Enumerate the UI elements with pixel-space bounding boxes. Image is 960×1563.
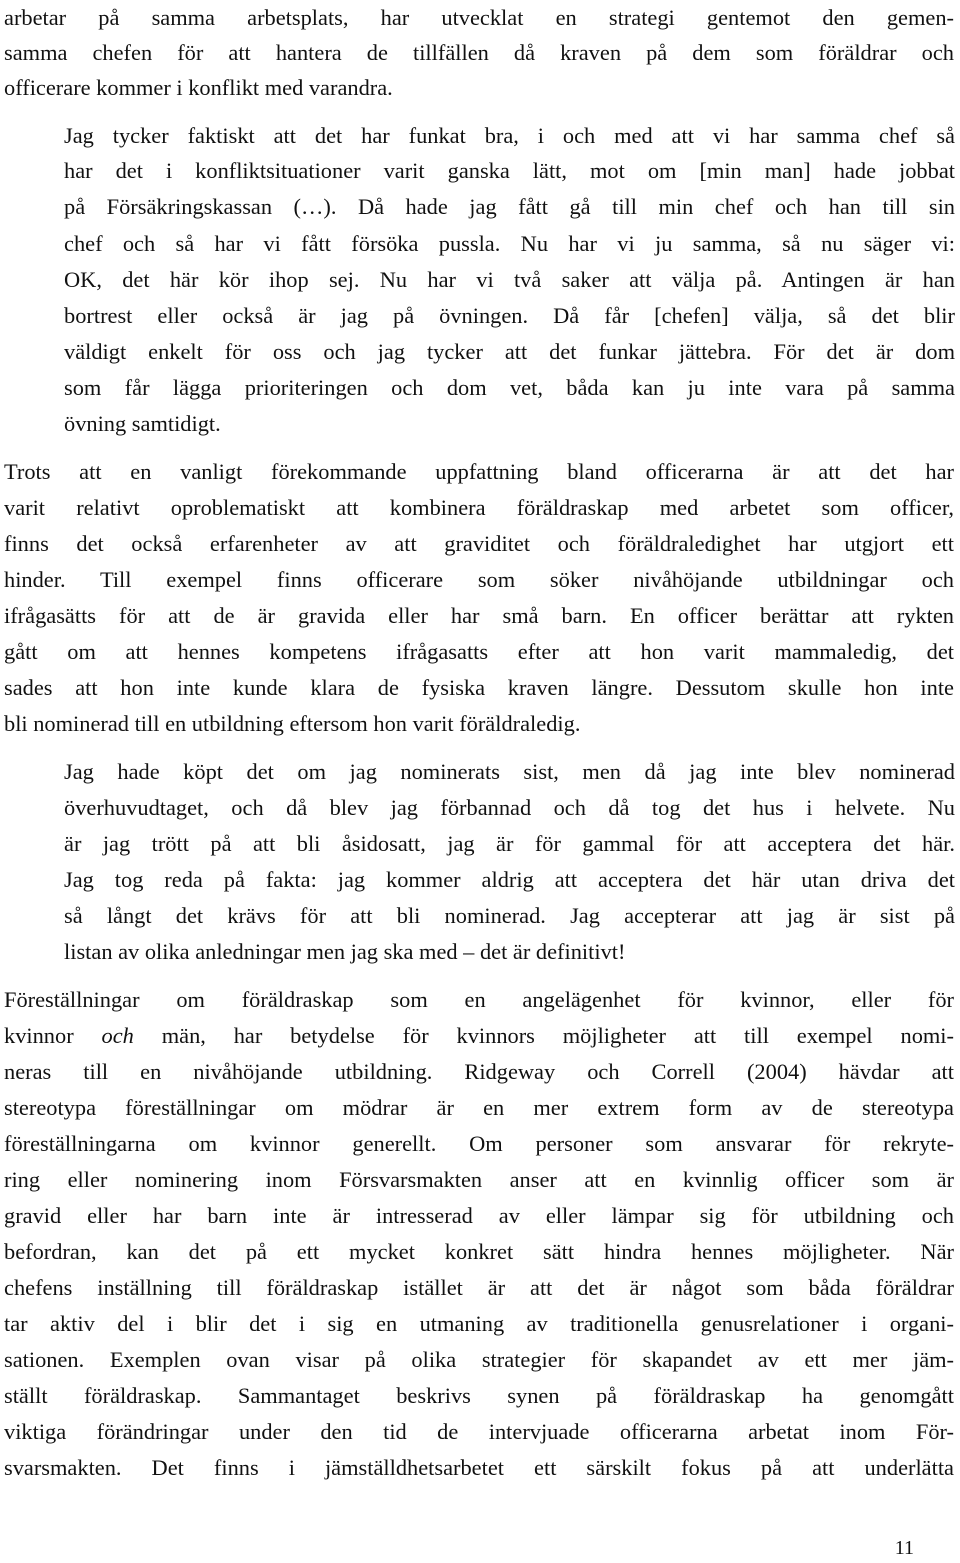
- body-text-line: ställt föräldraskap. Sammantaget beskrivs synen på föräldraskap ha genomgått: [4, 1383, 954, 1408]
- quote-text-line: så långt det krävs för att bli nominerad. Jag accepterar att jag är sist på: [64, 903, 955, 928]
- body-text-line: finns det också erfarenheter av att graviditet och föräldraledighet har utgjort ett: [4, 531, 954, 556]
- quote-text-line: som får lägga prioriteringen och dom vet, båda kan ju inte vara på samma: [64, 375, 955, 400]
- body-text-line: ifrågasätts för att de är gravida eller har små barn. En officer berättar att rykten: [4, 603, 954, 628]
- body-text-fragment: män, har betydelse för kvinnors möjligheter att till exempel nomi-: [133, 1023, 954, 1048]
- page-number: 11: [894, 1537, 914, 1559]
- quote-text-line: OK, det här kör ihop sej. Nu har vi två saker att välja på. Antingen är han: [64, 267, 955, 292]
- body-text-line: arbetar på samma arbetsplats, har utvecklat en strategi gentemot den gemen-: [4, 5, 954, 30]
- quote-text-line: bortrest eller också är jag på övningen. Då får [chefen] välja, så det blir: [64, 303, 955, 328]
- body-text-line: samma chefen för att hantera de tillfällen då kraven på dem som föräldrar och: [4, 40, 954, 65]
- italic-word: och: [101, 1023, 134, 1048]
- body-text-line: föreställningarna om kvinnor generellt. Om personer som ansvarar för rekryte-: [4, 1131, 954, 1156]
- quote-text-line: Jag hade köpt det om jag nominerats sist, men då jag inte blev nominerad: [64, 759, 955, 784]
- body-text-line: neras till en nivåhöjande utbildning. Ridgeway och Correll (2004) hävdar att: [4, 1059, 954, 1084]
- body-text-line: chefens inställning till föräldraskap istället är att det är något som båda föräldrar: [4, 1275, 954, 1300]
- body-text-line: [4, 1018, 954, 1054]
- body-text-line: svarsmakten. Det finns i jämställdhetsarbetet ett särskilt fokus på att underlätta: [4, 1455, 954, 1480]
- body-text-line: Föreställningar om föräldraskap som en angelägenhet för kvinnor, eller för: [4, 987, 954, 1012]
- body-text-line: befordran, kan det på ett mycket konkret sätt hindra hennes möjligheter. När: [4, 1239, 954, 1264]
- body-text-line: sationen. Exemplen ovan visar på olika strategier för skapandet av ett mer jäm-: [4, 1347, 954, 1372]
- quote-text-line: på Försäkringskassan (…). Då hade jag fått gå till min chef och han till sin: [64, 194, 955, 219]
- body-text-line: officerare kommer i konflikt med varandra.: [4, 75, 393, 100]
- quote-text-line: chef och så har vi fått försöka pussla. Nu har vi ju samma, så nu säger vi:: [64, 231, 955, 256]
- quote-text-line: Jag tog reda på fakta: jag kommer aldrig att acceptera det här utan driva det: [64, 867, 955, 892]
- body-text-fragment: kvinnor: [4, 1023, 102, 1048]
- quote-text-line: listan av olika anledningar men jag ska med – det är definitivt!: [64, 939, 626, 964]
- quote-text-line: väldigt enkelt för oss och jag tycker att det funkar jättebra. För det är dom: [64, 339, 955, 364]
- quote-text-line: överhuvudtaget, och då blev jag förbannad och då tog det hus i helvete. Nu: [64, 795, 955, 820]
- body-text-line: Trots att en vanligt förekommande uppfattning bland officerarna är att det har: [4, 459, 954, 484]
- body-text-line: gått om att hennes kompetens ifrågasatts efter att hon varit mammaledig, det: [4, 639, 954, 664]
- body-text-line: varit relativt oproblematiskt att kombinera föräldraskap med arbetet som officer,: [4, 495, 954, 520]
- quote-text-line: övning samtidigt.: [64, 411, 221, 436]
- quote-text-line: Jag tycker faktiskt att det har funkat bra, i och med att vi har samma chef så: [64, 123, 955, 148]
- body-text-line: gravid eller har barn inte är intresserad av eller lämpar sig för utbildning och: [4, 1203, 954, 1228]
- quote-text-line: har det i konfliktsituationer varit ganska lätt, mot om [min man] hade jobbat: [64, 158, 955, 183]
- body-text-line: stereotypa föreställningar om mödrar är en mer extrem form av de stereotypa: [4, 1095, 954, 1120]
- quote-text-line: är jag trött på att bli åsidosatt, jag är för gammal för att acceptera det här.: [64, 831, 955, 856]
- body-text-line: tar aktiv del i blir det i sig en utmaning av traditionella genusrelationer i organi-: [4, 1311, 954, 1336]
- body-text-line: hinder. Till exempel finns officerare som söker nivåhöjande utbildningar och: [4, 567, 954, 592]
- body-text-line: viktiga förändringar under den tid de intervjuade officerarna arbetat inom För-: [4, 1419, 954, 1444]
- body-text-line: ring eller nominering inom Försvarsmakten anser att en kvinnlig officer som är: [4, 1167, 954, 1192]
- body-text-line: bli nominerad till en utbildning eftersom hon varit föräldraledig.: [4, 711, 581, 736]
- body-text-line: sades att hon inte kunde klara de fysiska kraven längre. Dessutom skulle hon inte: [4, 675, 954, 700]
